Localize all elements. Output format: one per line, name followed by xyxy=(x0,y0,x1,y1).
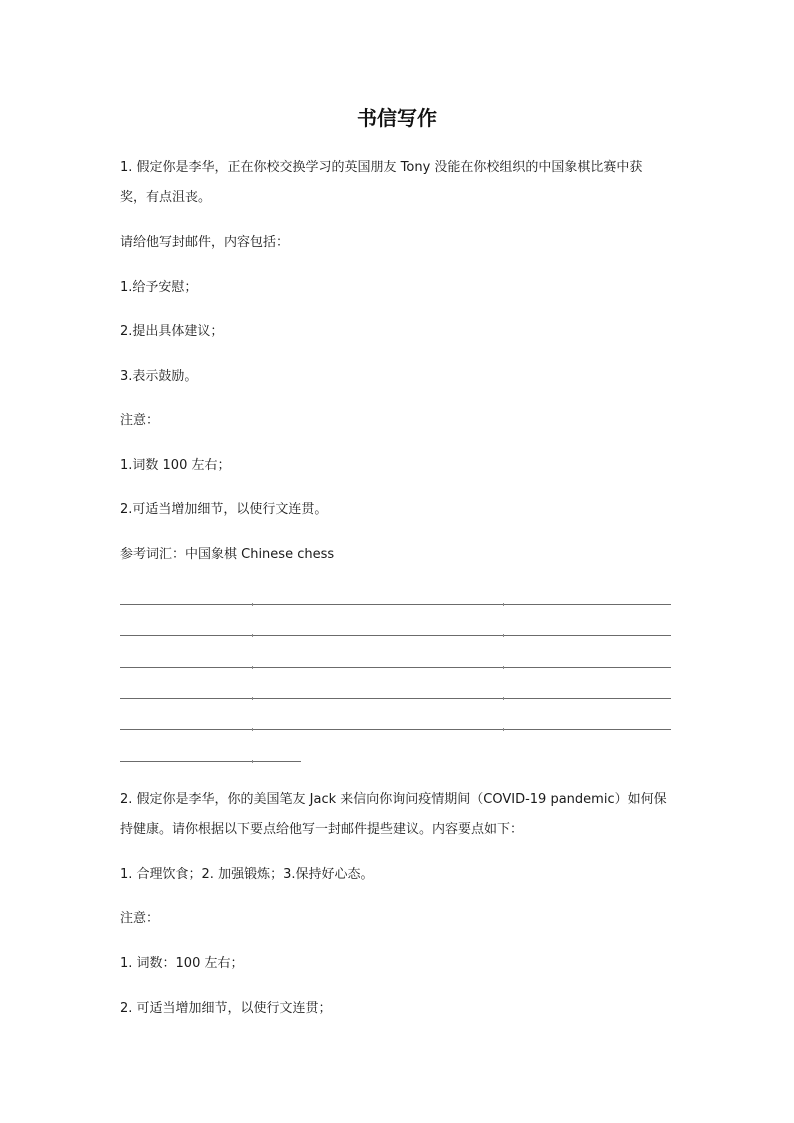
line-tick xyxy=(503,634,504,637)
q1-note-label: 注意： xyxy=(120,413,160,428)
line-tick xyxy=(252,603,253,606)
q1-intro: 请给他写封邮件，内容包括： xyxy=(120,235,290,250)
q2-note-2: 2. 可适当增加细节，以使行文连贯； xyxy=(120,1001,332,1016)
page-title: 书信写作 xyxy=(357,106,437,130)
q2-note-1: 1. 词数：100 左右； xyxy=(120,956,244,971)
line-tick xyxy=(252,666,253,669)
writing-line[interactable] xyxy=(120,635,671,636)
line-tick xyxy=(252,634,253,637)
q1-point-2: 2.提出具体建议； xyxy=(120,324,224,339)
writing-line[interactable] xyxy=(120,729,671,730)
writing-line-short[interactable] xyxy=(120,761,301,762)
writing-line[interactable] xyxy=(120,667,671,668)
q1-note-2: 2.可适当增加细节，以使行文连贯。 xyxy=(120,502,328,517)
line-tick xyxy=(503,603,504,606)
q1-note-1: 1.词数 100 左右； xyxy=(120,458,231,473)
line-tick xyxy=(503,697,504,700)
line-tick xyxy=(252,728,253,731)
q1-prompt-line-2: 奖，有点沮丧。 xyxy=(120,190,212,205)
line-tick xyxy=(503,666,504,669)
q2-points: 1. 合理饮食；2. 加强锻炼；3.保持好心态。 xyxy=(120,867,374,882)
line-tick xyxy=(252,697,253,700)
q2-prompt-line-1: 2. 假定你是李华，你的美国笔友 Jack 来信向你询问疫情期间（COVID-19 pandemic）如何保 xyxy=(120,792,667,807)
writing-line[interactable] xyxy=(120,698,671,699)
q1-point-1: 1.给予安慰； xyxy=(120,280,198,295)
line-tick xyxy=(503,728,504,731)
q1-vocab: 参考词汇：中国象棋 Chinese chess xyxy=(120,547,335,562)
line-tick xyxy=(252,760,253,763)
q2-note-label: 注意： xyxy=(120,911,160,926)
q1-point-3: 3.表示鼓励。 xyxy=(120,369,198,384)
q2-prompt-line-2: 持健康。请你根据以下要点给他写一封邮件提些建议。内容要点如下： xyxy=(120,822,524,837)
writing-line[interactable] xyxy=(120,604,671,605)
q1-prompt-line-1: 1. 假定你是李华，正在你校交换学习的英国朋友 Tony 没能在你校组织的中国象棋比赛中获 xyxy=(120,160,643,175)
